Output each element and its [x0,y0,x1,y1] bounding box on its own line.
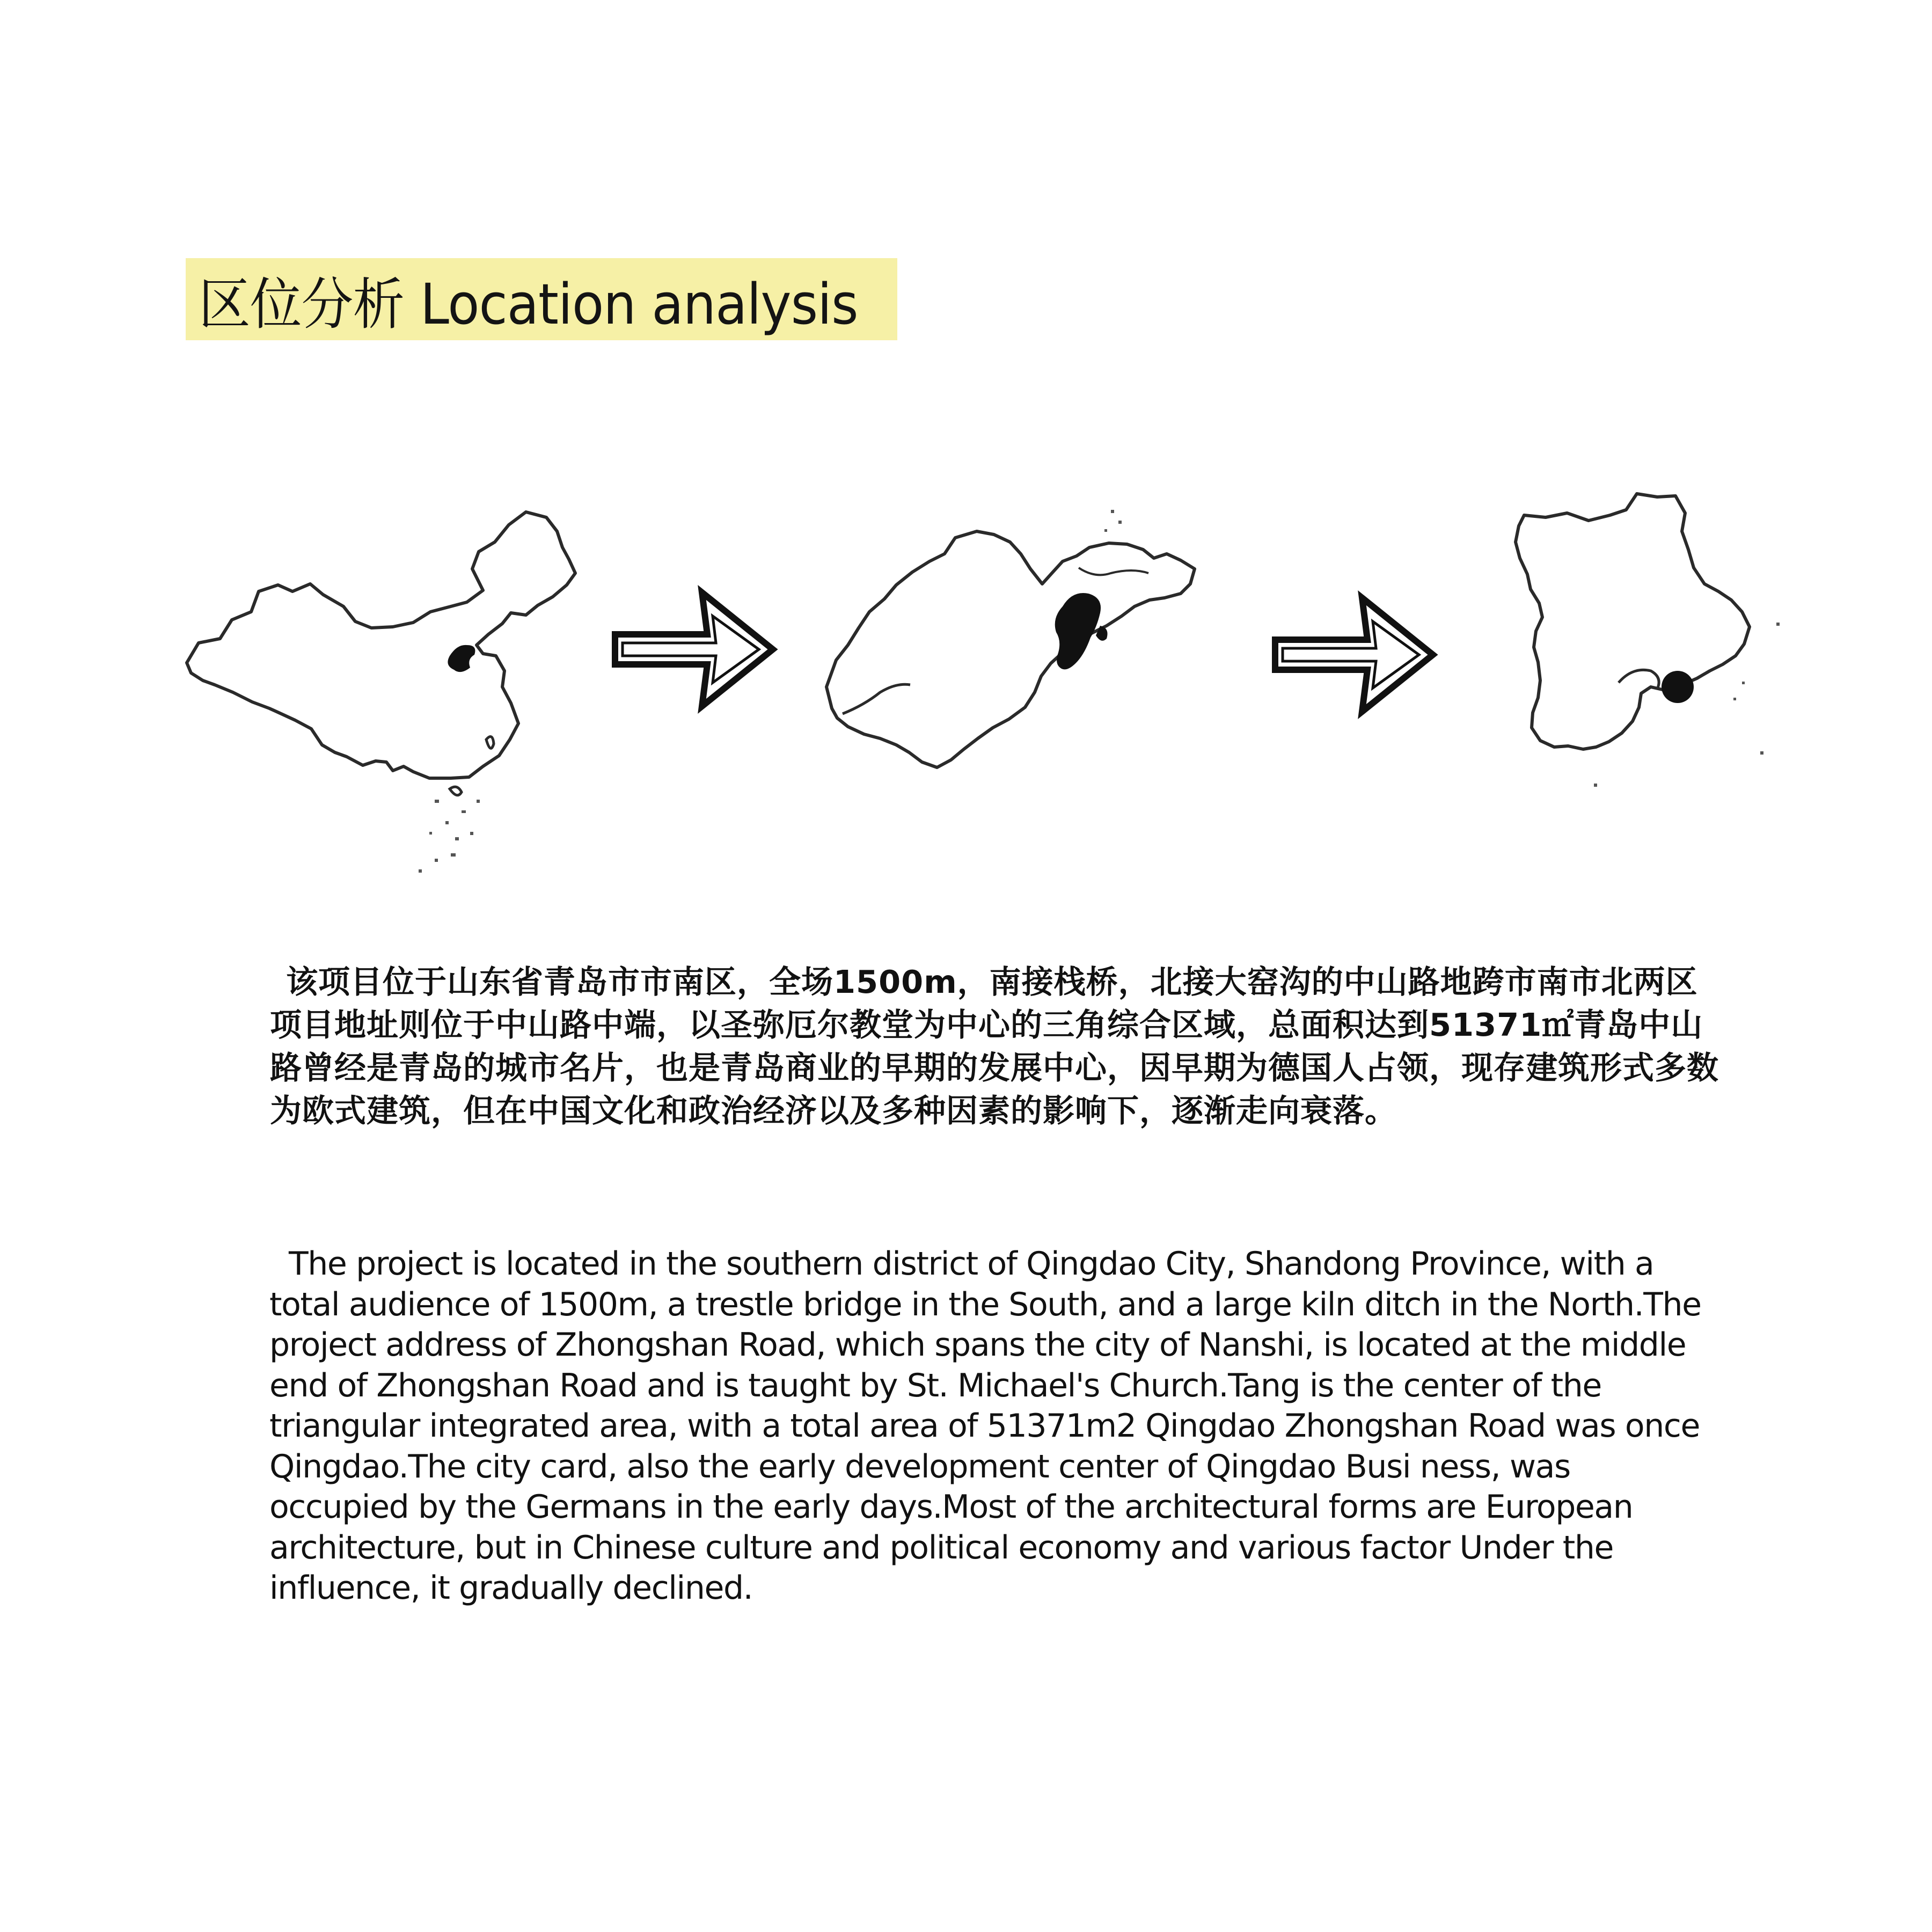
shandong-map-icon [810,504,1218,805]
china-map-icon [182,510,590,885]
location-maps-row [182,494,1792,880]
section-title-highlight [186,258,897,340]
description-en: The project is located in the southern district of Qingdao City, Shandong Province, with a total audience of 1500m, a trestle bridge in the South, and a large kiln ditch in the North.The project address of Zhongshan Road, which spans the city of Nanshi, is located at the middle end of Zhongshan Road and is taught by St. Michael's Church.Tang is the center of the triangular integrated area, with a total area of 51371m2 Qingdao Zhongshan Road was once Qingdao.The city card, also the early development center of Qingdao Busi ness, was occupied by the Germans in the early days.Most of the architectural forms are European architecture, but in Chinese culture and political economy and various factor Under the influence, it gradually declined. [269,1245,1701,1607]
arrow-right-icon [1272,590,1438,719]
arrow-right-icon [612,585,778,714]
qingdao-map-icon [1508,494,1809,848]
section-title: 区位分析 Location analysis [199,271,858,337]
description-zh: 该项目位于山东省青岛市市南区，全场1500m，南接栈桥，北接大窑沟的中山路地跨市南市北两区项目地址则位于中山路中端，以圣弥厄尔教堂为中心的三角综合区域，总面积达到51371㎡青岛中山路曾经是青岛的城市名片，也是青岛商业的早期的发展中心，因早期为德国人占领，现存建筑形式多数为欧式建筑，但在中国文化和政治经济以及多种因素的影响下，逐渐走向衰落。 [270,963,1719,1129]
